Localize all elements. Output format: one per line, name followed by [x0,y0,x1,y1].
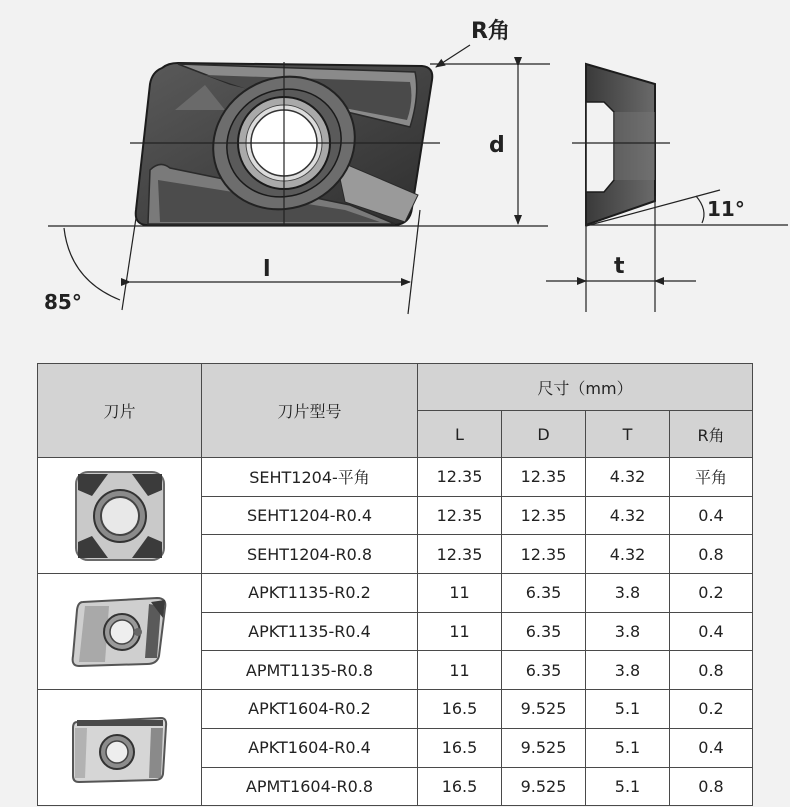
angle-85-label: 85° [44,290,82,314]
model-cell: APKT1135-R0.2 [202,574,418,613]
d-cell: 12.35 [502,496,586,535]
apkt1135-insert-icon [65,592,175,672]
l-cell: 11 [418,574,502,613]
model-cell: SEHT1204-平角 [202,458,418,497]
r-cell: 0.8 [670,535,753,574]
d-cell: 12.35 [502,535,586,574]
t-cell: 5.1 [586,690,670,729]
header-d: D [502,411,586,458]
angle-11-label: 11° [707,197,745,221]
header-size: 尺寸（mm） [418,364,753,411]
insert-side-view [586,64,655,225]
table-row [38,458,753,497]
model-cell: APKT1604-R0.4 [202,728,418,767]
d-cell: 9.525 [502,728,586,767]
l-cell: 12.35 [418,496,502,535]
apkt1604-insert-icon [65,708,175,788]
t-dimension-label: t [614,254,625,279]
r-cell: 0.2 [670,574,753,613]
model-cell: APMT1135-R0.8 [202,651,418,690]
d-cell: 12.35 [502,458,586,497]
seht-square-insert-icon [70,466,170,566]
r-cell: 平角 [670,458,753,497]
l-cell: 12.35 [418,535,502,574]
l-cell: 16.5 [418,690,502,729]
l-cell: 12.35 [418,458,502,497]
t-cell: 4.32 [586,496,670,535]
d-cell: 6.35 [502,612,586,651]
r-cell: 0.4 [670,612,753,651]
table-row [38,690,753,729]
insert-image-cell [38,458,202,574]
header-blade: 刀片 [38,364,202,458]
insert-spec-table [37,363,753,806]
t-cell: 3.8 [586,574,670,613]
l-cell: 16.5 [418,767,502,806]
l-cell: 11 [418,612,502,651]
insert-image-cell [38,690,202,806]
model-cell: SEHT1204-R0.8 [202,535,418,574]
l-cell: 11 [418,651,502,690]
t-cell: 3.8 [586,651,670,690]
t-cell: 5.1 [586,728,670,767]
header-t: T [586,411,670,458]
insert-image-cell [38,574,202,690]
header-model: 刀片型号 [202,364,418,458]
d-cell: 6.35 [502,651,586,690]
model-cell: APKT1135-R0.4 [202,612,418,651]
model-cell: APMT1604-R0.8 [202,767,418,806]
r-cell: 0.8 [670,651,753,690]
side-dimension-lines [546,64,788,312]
table-row [38,574,753,613]
t-cell: 4.32 [586,535,670,574]
insert-dimension-diagram [0,0,790,345]
l-dimension-label: l [263,257,271,282]
d-cell: 9.525 [502,767,586,806]
d-cell: 6.35 [502,574,586,613]
r-cell: 0.4 [670,728,753,767]
t-cell: 4.32 [586,458,670,497]
model-cell: APKT1604-R0.2 [202,690,418,729]
header-r: R角 [670,411,753,458]
t-cell: 3.8 [586,612,670,651]
r-cell: 0.4 [670,496,753,535]
r-corner-label: R角 [471,19,510,44]
d-cell: 9.525 [502,690,586,729]
r-cell: 0.8 [670,767,753,806]
model-cell: SEHT1204-R0.4 [202,496,418,535]
header-l: L [418,411,502,458]
l-cell: 16.5 [418,728,502,767]
d-dimension-label: d [489,133,505,158]
t-cell: 5.1 [586,767,670,806]
r-cell: 0.2 [670,690,753,729]
